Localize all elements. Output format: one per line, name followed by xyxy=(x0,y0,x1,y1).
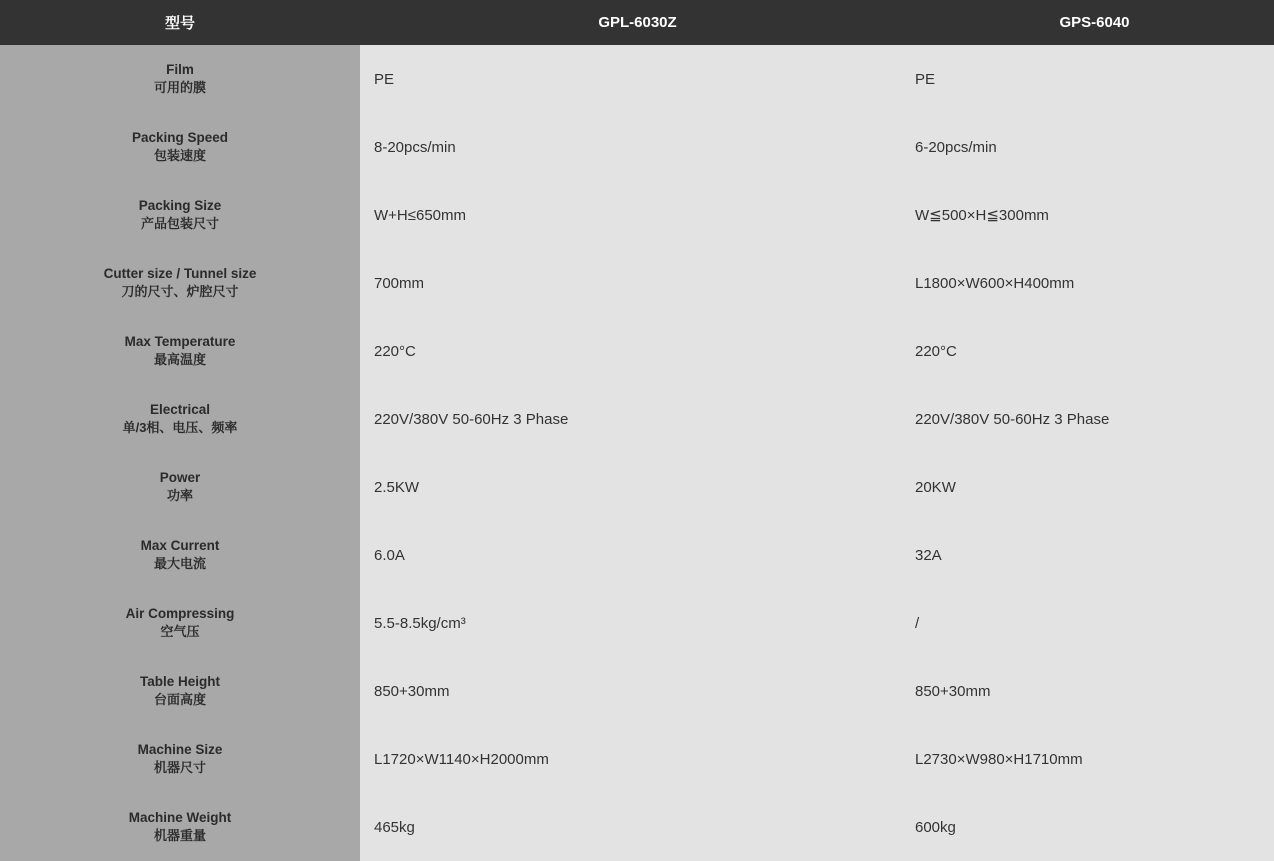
row-value-model-1: 700mm xyxy=(360,249,915,317)
row-label xyxy=(0,453,360,521)
row-label-en: Cutter size / Tunnel size xyxy=(103,265,257,281)
header-model-2: GPS-6040 xyxy=(915,0,1274,45)
row-label-zh: 产品包装尺寸 xyxy=(140,216,219,232)
row-value-model-1: 8-20pcs/min xyxy=(360,113,915,181)
row-value-model-2: 850+30mm xyxy=(915,657,1274,725)
row-label-zh: 刀的尺寸、炉腔尺寸 xyxy=(121,284,239,300)
row-value-model-2: L2730×W980×H1710mm xyxy=(915,725,1274,793)
row-label-zh: 机器尺寸 xyxy=(153,760,206,776)
table-row xyxy=(0,385,1274,453)
table-row xyxy=(0,657,1274,725)
row-value-model-1: 465kg xyxy=(360,793,915,861)
row-label-zh: 空气压 xyxy=(160,624,200,640)
row-label-en: Film xyxy=(166,61,194,77)
row-label-zh: 最高温度 xyxy=(153,352,206,368)
row-label-en: Max Current xyxy=(140,537,220,553)
table-row xyxy=(0,249,1274,317)
row-value-model-2: 600kg xyxy=(915,793,1274,861)
header-label-column: 型号 xyxy=(0,0,360,45)
row-label-en: Packing Speed xyxy=(131,129,229,145)
table-row xyxy=(0,317,1274,385)
row-label xyxy=(0,249,360,317)
row-label-zh: 台面高度 xyxy=(153,692,206,708)
row-label xyxy=(0,793,360,861)
row-label xyxy=(0,657,360,725)
row-label-en: Packing Size xyxy=(138,197,222,213)
table-row xyxy=(0,589,1274,657)
table-row xyxy=(0,181,1274,249)
table-row xyxy=(0,453,1274,521)
row-value-model-1: 2.5KW xyxy=(360,453,915,521)
row-label-zh: 最大电流 xyxy=(153,556,206,572)
row-label xyxy=(0,113,360,181)
row-value-model-1: 220V/380V 50-60Hz 3 Phase xyxy=(360,385,915,453)
row-value-model-2: 20KW xyxy=(915,453,1274,521)
row-label-en: Electrical xyxy=(149,401,211,417)
table-row xyxy=(0,521,1274,589)
row-value-model-1: 6.0A xyxy=(360,521,915,589)
row-value-model-2: PE xyxy=(915,45,1274,113)
row-value-model-1: 220°C xyxy=(360,317,915,385)
row-value-model-2: / xyxy=(915,589,1274,657)
row-label-en: Power xyxy=(159,469,201,485)
row-label-zh: 功率 xyxy=(166,488,193,504)
row-value-model-2: 220V/380V 50-60Hz 3 Phase xyxy=(915,385,1274,453)
row-label-en: Machine Weight xyxy=(128,809,232,825)
row-value-model-2: 6-20pcs/min xyxy=(915,113,1274,181)
header-model-1: GPL-6030Z xyxy=(360,0,915,45)
row-label-en: Machine Size xyxy=(137,741,223,757)
row-value-model-1: L1720×W1140×H2000mm xyxy=(360,725,915,793)
row-value-model-1: PE xyxy=(360,45,915,113)
table-row xyxy=(0,45,1274,113)
header-row xyxy=(0,0,1274,45)
row-value-model-1: 5.5-8.5kg/cm³ xyxy=(360,589,915,657)
row-label-zh: 机器重量 xyxy=(153,828,206,844)
table-header xyxy=(0,0,1274,45)
row-label-en: Max Temperature xyxy=(124,333,236,349)
row-value-model-2: 220°C xyxy=(915,317,1274,385)
row-label xyxy=(0,589,360,657)
row-value-model-2: L1800×W600×H400mm xyxy=(915,249,1274,317)
table-body xyxy=(0,45,1274,861)
row-label xyxy=(0,521,360,589)
row-label-en: Table Height xyxy=(139,673,220,689)
table-row xyxy=(0,113,1274,181)
row-label xyxy=(0,181,360,249)
row-label-zh: 可用的膜 xyxy=(153,80,206,96)
row-value-model-2: W≦500×H≦300mm xyxy=(915,181,1274,249)
row-label-zh: 单/3相、电压、频率 xyxy=(122,420,238,436)
row-label-en: Air Compressing xyxy=(125,605,235,621)
row-label xyxy=(0,45,360,113)
row-value-model-1: 850+30mm xyxy=(360,657,915,725)
row-value-model-1: W+H≤650mm xyxy=(360,181,915,249)
table-row xyxy=(0,793,1274,861)
row-label xyxy=(0,317,360,385)
row-label xyxy=(0,725,360,793)
row-label-zh: 包装速度 xyxy=(153,148,206,164)
row-label xyxy=(0,385,360,453)
table-row xyxy=(0,725,1274,793)
row-value-model-2: 32A xyxy=(915,521,1274,589)
